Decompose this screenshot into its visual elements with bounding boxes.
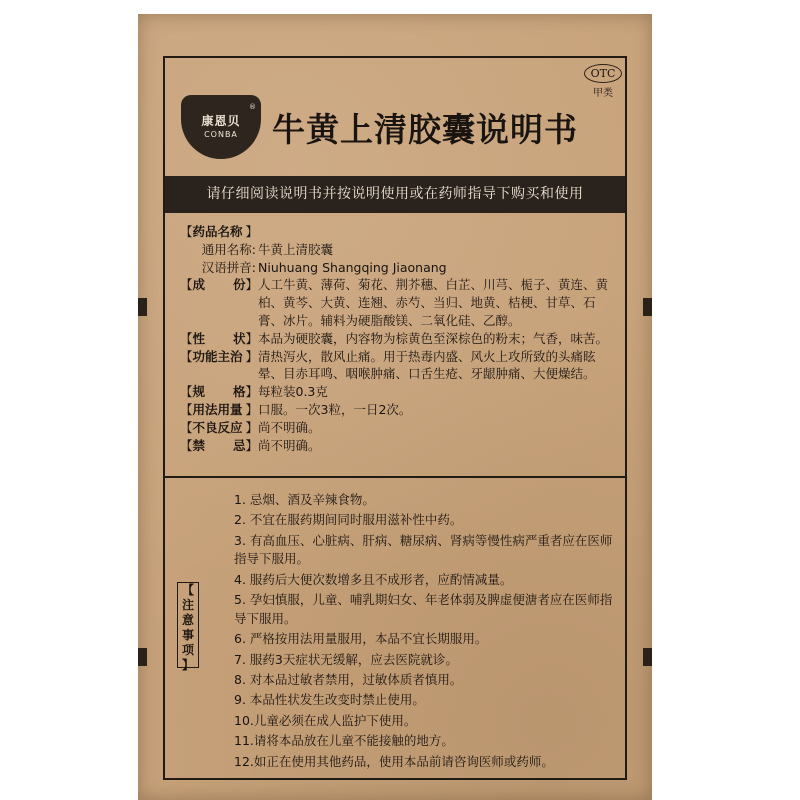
contra-label-1: 禁	[192, 437, 206, 453]
document-title: 牛黄上清胶囊说明书	[272, 110, 578, 149]
spec-value: 每粒装0.3克	[258, 384, 328, 400]
usage-value: 口服。一次3粒，一日2次。	[258, 401, 412, 417]
info-row-contraindications: 【 禁 忌 】 尚不明确。	[180, 437, 620, 455]
character-label-1: 性	[192, 330, 206, 346]
character-label-2: 状	[232, 330, 246, 346]
list-item: 6. 严格按用法用量服用，本品不宜长期服用。	[234, 631, 488, 647]
list-item: 3. 有高血压、心脏病、肝病、糖尿病、肾病等慢性病严重者应在医师指导下服用。	[234, 532, 613, 567]
info-row-adverse: 【 不良反应 】 尚不明确。	[180, 419, 620, 437]
edge-notch	[643, 648, 652, 666]
usage-label: 用法用量	[192, 401, 243, 417]
list-item: 7. 服药3天症状无缓解，应去医院就诊。	[234, 651, 458, 667]
list-item: 9. 本品性状发生改变时禁止使用。	[234, 692, 425, 708]
list-item: 4. 服药后大便次数增多且不成形者，应酌情减量。	[234, 571, 513, 587]
function-label: 功能主治	[192, 348, 243, 364]
section-divider	[165, 476, 625, 478]
character-value: 本品为硬胶囊，内容物为棕黄色至深棕色的粉末；气香，味苦。	[258, 330, 609, 346]
info-row-character: 【 性 状 】 本品为硬胶囊，内容物为棕黄色至深棕色的粉末；气香，味苦。	[180, 330, 620, 348]
info-row-function: 【 功能主治 】 清热泻火，散风止痛。用于热毒内盛、风火上攻所致的头痛眩晕、目赤耳鸣、咽喉肿痛、口舌生疮、牙龈肿痛、大便燥结。	[180, 348, 620, 384]
precautions-list	[234, 491, 624, 773]
otc-class: 甲类	[593, 88, 613, 99]
generic-value: 牛黄上清胶囊	[258, 241, 334, 257]
ingredients-value: 人工牛黄、薄荷、菊花、荆芥穗、白芷、川芎、栀子、黄连、黄柏、黄芩、大黄、连翘、赤芍、当归、地黄、桔梗、甘草、石膏、冰片。辅料为硬脂酸镁、二氧化硅、乙醇。	[258, 277, 609, 328]
list-item: 10.儿童必须在成人监护下使用。	[234, 712, 417, 728]
adverse-value: 尚不明确。	[258, 419, 321, 435]
info-row-ingredients: 【 成 份 】 人工牛黄、薄荷、菊花、荆芥穗、白芷、川芎、栀子、黄连、黄柏、黄芩、大黄、连翘、赤芍、当归、地黄、桔梗、甘草、石膏、冰片。辅料为硬脂酸镁、二氧化硅、乙醇。	[180, 276, 620, 329]
info-row-usage: 【 用法用量 】 口服。一次3粒，一日2次。	[180, 401, 620, 419]
spec-label-1: 规	[192, 384, 206, 400]
pinyin-label: 汉语拼音:	[201, 259, 256, 275]
list-item: 12.如正在使用其他药品，使用本品前请咨询医师或药师。	[234, 753, 554, 769]
list-item: 5. 孕妇慎服，儿童、哺乳期妇女、年老体弱及脾虚便溏者应在医师指导下服用。	[234, 592, 613, 626]
edge-notch	[138, 648, 147, 666]
contra-value: 尚不明确。	[258, 437, 321, 453]
generic-label: 通用名称:	[201, 241, 256, 257]
list-item: 1. 忌烟、酒及辛辣食物。	[234, 492, 375, 507]
pinyin-value: Niuhuang Shangqing Jiaonang	[258, 259, 447, 275]
list-item: 11.请将本品放在儿童不能接触的地方。	[234, 733, 454, 749]
instruction-banner: 请仔细阅读说明书并按说明使用或在药师指导下购买和使用	[165, 176, 625, 213]
drug-name-label: 药品名称	[192, 224, 243, 239]
brand-name-en: CONBA	[204, 130, 238, 139]
ingredients-label-2: 份	[232, 277, 246, 293]
info-row-spec: 【 规 格 】 每粒装0.3克	[180, 383, 620, 401]
adverse-label: 不良反应	[192, 419, 243, 435]
ingredients-label-1: 成	[192, 277, 206, 293]
list-item: 2. 不宜在服药期间同时服用滋补性中药。	[234, 512, 463, 528]
edge-notch	[643, 298, 652, 316]
drug-info	[180, 223, 620, 454]
list-item: 8. 对本品过敏者禁用，过敏体质者慎用。	[234, 671, 463, 687]
function-value: 清热泻火，散风止痛。用于热毒内盛、风火上攻所致的头痛眩晕、目赤耳鸣、咽喉肿痛、口舌生疮、牙龈肿痛、大便燥结。	[258, 348, 596, 382]
contra-label-2: 忌	[232, 437, 246, 453]
brand-name-cn: 康恩贝	[201, 114, 241, 128]
edge-notch	[138, 298, 147, 316]
info-row-drug-name: 【 药品名称 】	[180, 224, 258, 239]
info-row-generic	[180, 241, 620, 259]
otc-mark: OTC	[584, 64, 622, 83]
otc-badge	[584, 64, 622, 99]
info-row-pinyin	[180, 259, 620, 277]
spec-label-2: 格	[232, 384, 246, 400]
registered-mark: ®	[249, 103, 256, 111]
precautions-label: 【 注 意 事 项 】	[177, 582, 199, 668]
